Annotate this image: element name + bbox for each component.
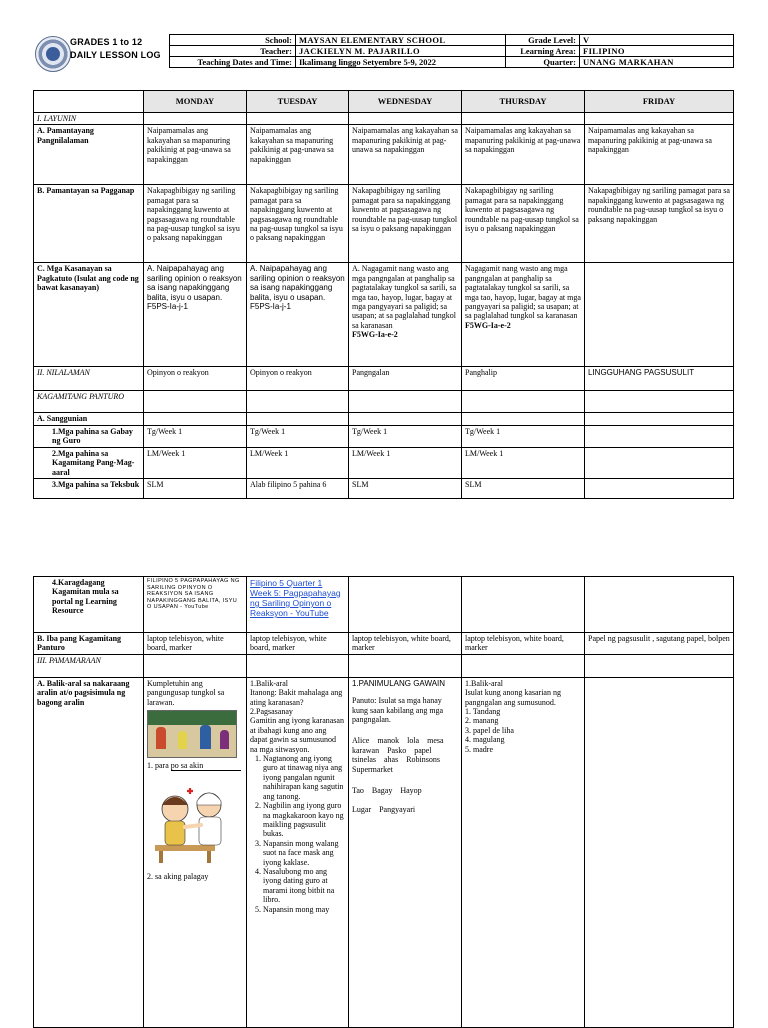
area-label: Learning Area: bbox=[506, 46, 580, 57]
tue-situation-list bbox=[250, 754, 345, 914]
tue-situation-2: 2. Nagbilin ang iyong guro na magkakaroon kayo ng maikling pagsusulit bukas. bbox=[263, 801, 345, 839]
cell-c-tue: A. Naipapahayag ang sariling opinion o reaksyon sa isang napakinggang balita, isyu o usapan. F5PS-Ia-j-1 bbox=[247, 263, 349, 367]
row-label-teksbuk: 3.Mga pahina sa Teksbuk bbox=[34, 479, 144, 499]
cell-gabay-mon: Tg/Week 1 bbox=[144, 425, 247, 447]
cell-iba-fri: Papel ng pagsusulit , sagutang papel, bolpen bbox=[585, 633, 734, 655]
thu-item-3: 3. papel de liha bbox=[465, 725, 514, 735]
cell-b-thu: Nakapagbibigay ng sariling pamagat para sa napakinggang kuwento at pagsasagawa ng roundtable na pag-uusap tungkol sa isyu o paksang napakinggan bbox=[462, 185, 585, 263]
cell-r4-thu bbox=[462, 577, 585, 633]
row-label-karagdagang-kagamitan: 4.Karagdagang Kagamitan mula sa portal ng Learning Resource bbox=[34, 577, 144, 633]
cell-iba-mon: laptop telebisyon, white board, marker bbox=[144, 633, 247, 655]
lesson-table-page2 bbox=[33, 576, 734, 1028]
cell-teksbuk-fri bbox=[585, 479, 734, 499]
dates-label: Teaching Dates and Time: bbox=[170, 57, 296, 68]
deped-seal-logo bbox=[35, 36, 71, 72]
thu-instruction: Isulat kung anong kasarian ng pangngalan ang sumusunod. bbox=[465, 688, 561, 707]
thu-heading: 1.Balik-aral bbox=[465, 678, 503, 688]
row-label-balik-aral: A. Balik-aral sa nakaraang aralin at/o pagsisimula ng bagong aralin bbox=[34, 677, 144, 1027]
cell-balik-aral-fri bbox=[585, 677, 734, 1027]
section-layunin: I. LAYUNIN bbox=[34, 113, 144, 125]
grade-value: V bbox=[580, 35, 734, 46]
quarter-label: Quarter: bbox=[506, 57, 580, 68]
row-label-iba-pang-kagamitan: B. Iba pang Kagamitang Panturo bbox=[34, 633, 144, 655]
school-label: School: bbox=[170, 35, 296, 46]
cell-r4-mon: FILIPINO 5 PAGPAPAHAYAG NG SARILING OPINYON O REAKSIYON SA ISANG NAPAKINGGANG BALITA, ISYU O USAPAN - YouTube bbox=[144, 577, 247, 633]
cell-balik-aral-mon bbox=[144, 677, 247, 1027]
cell-b-tue: Nakapagbibigay ng sariling pamagat para sa napakinggang kuwento at pagsasagawa ng roundtable na pag-uusap tungkol sa isyu o paksang napakinggan bbox=[247, 185, 349, 263]
cell-kagamitang-fri bbox=[585, 447, 734, 478]
cell-r4-fri bbox=[585, 577, 734, 633]
mon-item-1: 1. para po sa akin bbox=[147, 761, 204, 771]
teacher-value: JACKIELYN M. PAJARILLO bbox=[296, 46, 506, 57]
wed-instruction: Panuto: Isulat sa mga hanay kung saan kabilang ang mga pangngalan. bbox=[352, 696, 444, 725]
row-label-sanggunian: A. Sanggunian bbox=[34, 413, 144, 425]
dates-value: Ikalimang linggo Setyembre 5-9, 2022 bbox=[296, 57, 506, 68]
cell-gabay-thu: Tg/Week 1 bbox=[462, 425, 585, 447]
row-label-pamantayang-pangnilalaman: A. Pamantayang Pangnilalaman bbox=[34, 125, 144, 185]
cell-a-thu: Naipamamalas ang kakayahan sa mapanuring pakikinig at pag-unawa sa napakinggan bbox=[462, 125, 585, 185]
day-header-friday: FRIDAY bbox=[585, 91, 734, 113]
tue-situation-4: 4. Nasalubong mo ang iyong dating guro at marami itong bitbit na libro. bbox=[263, 867, 345, 905]
quarter-value: UNANG MARKAHAN bbox=[580, 57, 734, 68]
document-title bbox=[70, 36, 161, 62]
cell-teksbuk-mon: SLM bbox=[144, 479, 247, 499]
c-thu-text: Nagagamit nang wasto ang mga pangngalan at panghalip sa pagtatalakay tungkol sa sarili, sa mga tao, hayop, lugar, bagay at mga pangyayari sa paligid; sa usapan; at sa paglalahad tungkol sa karanasan bbox=[465, 264, 581, 321]
c-thu-code: F5WG-Ia-e-2 bbox=[465, 320, 511, 330]
wed-category-row2: Lugar Pangyayari bbox=[352, 805, 416, 815]
cell-kagamitang-mon: LM/Week 1 bbox=[144, 447, 247, 478]
section-pamamaraan: III. PAMAMARAAN bbox=[34, 654, 144, 677]
cell-nilalaman-fri: LINGGUHANG PAGSUSULIT bbox=[585, 367, 734, 391]
tue-situation-5: 5. Napansin mong may bbox=[263, 905, 345, 914]
wed-word-list: Alice manok lola mesa karawan Pasko papel tsinelas ahas Robinsons Supermarket bbox=[352, 736, 444, 774]
wed-heading: 1.PANIMULANG GAWAIN bbox=[352, 678, 446, 688]
cell-nilalaman-wed: Pangngalan bbox=[349, 367, 462, 391]
cell-b-fri: Nakapagbibigay ng sariling pamagat para sa napakinggang kuwento at pagsasagawa ng roundtable na pag-uusap tungkol sa isyu o paksang napakinggan bbox=[585, 185, 734, 263]
c-wed-code: F5WG-Ia-e-2 bbox=[352, 330, 398, 340]
section-kagamitang-panturo: KAGAMITANG PANTURO bbox=[34, 391, 144, 413]
lesson-table-page1 bbox=[33, 90, 734, 499]
cell-iba-wed: laptop telebisyon, white board, marker bbox=[349, 633, 462, 655]
cell-r4-wed bbox=[349, 577, 462, 633]
mon-instruction: Kumpletuhin ang pangungusap tungkol sa larawan. bbox=[147, 678, 225, 707]
cell-a-tue: Naipamamalas ang kakayahan sa mapanuring pakikinig at pag-unawa sa napakinggan bbox=[247, 125, 349, 185]
cell-c-wed bbox=[349, 263, 462, 367]
tue-intro: 1.Balik-aral Itanong: Bakit mahalaga ang ating karanasan? 2.Pagsasanay Gamitin ang iyong karanasan at ibahagi kung ano ang dapat gawin sa sumusunod na mga sitwasyon. bbox=[250, 678, 344, 754]
cell-teksbuk-wed: SLM bbox=[349, 479, 462, 499]
cell-nilalaman-thu: Panghalip bbox=[462, 367, 585, 391]
thu-item-2: 2. manang bbox=[465, 716, 499, 726]
grade-label: Grade Level: bbox=[506, 35, 580, 46]
thu-item-5: 5. madre bbox=[465, 744, 493, 754]
cell-balik-aral-tue bbox=[247, 677, 349, 1027]
nurse-and-child-illustration bbox=[147, 775, 239, 867]
cell-kagamitang-thu: LM/Week 1 bbox=[462, 447, 585, 478]
tue-situation-3: 3. Napansin mong walang suot na face mask ang iyong kaklase. bbox=[263, 839, 345, 867]
school-value: MAYSAN ELEMENTARY SCHOOL bbox=[296, 35, 506, 46]
c-wed-text: A. Nagagamit nang wasto ang mga pangngalan at panghalip sa pagtatalakay tungkol sa sarili, sa mga tao, hayop, lugar, bagay at mga pangyayari sa paligid; sa usapan; at sa paglalahad tungkol sa karanasan bbox=[352, 264, 457, 330]
cell-a-mon: Naipamamalas ang kakayahan sa mapanuring pakikinig at pag-unawa sa napakinggan bbox=[144, 125, 247, 185]
day-header-thursday: THURSDAY bbox=[462, 91, 585, 113]
cell-a-fri: Naipamamalas ang kakayahan sa mapanuring pakikinig at pag-unawa sa napakinggan bbox=[585, 125, 734, 185]
teacher-label: Teacher: bbox=[170, 46, 296, 57]
cell-b-mon: Nakapagbibigay ng sariling pamagat para sa napakinggang kuwento at pagsasagawa ng roundtable na pag-uusap tungkol sa isyu o paksang napakinggan bbox=[144, 185, 247, 263]
corner-cell bbox=[34, 91, 144, 113]
cell-balik-aral-thu bbox=[462, 677, 585, 1027]
title-line2: DAILY LESSON LOG bbox=[70, 50, 161, 60]
day-header-tuesday: TUESDAY bbox=[247, 91, 349, 113]
day-header-monday: MONDAY bbox=[144, 91, 247, 113]
wed-category-row1: Tao Bagay Hayop bbox=[352, 786, 422, 796]
cell-teksbuk-tue: Alab filipino 5 pahina 6 bbox=[247, 479, 349, 499]
row-label-gabay-ng-guro: 1.Mga pahina sa Gabay ng Guro bbox=[34, 425, 144, 447]
cell-gabay-wed: Tg/Week 1 bbox=[349, 425, 462, 447]
cell-iba-thu: laptop telebisyon, white board, marker bbox=[462, 633, 585, 655]
cell-gabay-fri bbox=[585, 425, 734, 447]
header-info-table bbox=[169, 34, 734, 68]
cell-kagamitang-wed: LM/Week 1 bbox=[349, 447, 462, 478]
thu-item-1: 1. Tandang bbox=[465, 707, 501, 717]
classroom-photo bbox=[147, 710, 237, 758]
mon-item-2: 2. sa aking palagay bbox=[147, 871, 209, 881]
tue-situation-1: 1. Nagtanong ang iyong guro at tinawag niya ang iyong pangalan ngunit nahihirapan kang sagutin ang tanong. bbox=[263, 754, 345, 801]
cell-c-mon: A. Naipapahayag ang sariling opinion o reaksyon sa isang napakinggang balita, isyu o usapan. F5PS-Ia-j-1 bbox=[144, 263, 247, 367]
cell-iba-tue: laptop telebisyon, white board, marker bbox=[247, 633, 349, 655]
cell-gabay-tue: Tg/Week 1 bbox=[247, 425, 349, 447]
cell-nilalaman-tue: Opinyon o reakyon bbox=[247, 367, 349, 391]
cell-kagamitang-tue: LM/Week 1 bbox=[247, 447, 349, 478]
cell-b-wed: Nakapagbibigay ng sariling pamagat para sa napakinggang kuwento at pagsasagawa ng roundtable na pag-uusap tungkol sa isyu o paksang napakinggan bbox=[349, 185, 462, 263]
thu-item-4: 4. magulang bbox=[465, 735, 505, 745]
cell-c-fri bbox=[585, 263, 734, 367]
area-value: FILIPINO bbox=[580, 46, 734, 57]
youtube-link-tuesday[interactable]: Filipino 5 Quarter 1 Week 5: Pagpapahayag ng Sariling Opinyon o Reaksyon - YouTube bbox=[247, 577, 349, 633]
row-label-pamantayan-sa-pagganap: B. Pamantayan sa Pagganap bbox=[34, 185, 144, 263]
day-header-wednesday: WEDNESDAY bbox=[349, 91, 462, 113]
section-nilalaman: II. NILALAMAN bbox=[34, 367, 144, 391]
cell-a-wed: Naipamamalas ang kakayahan sa mapanuring pakikinig at pag-unawa sa napakinggan bbox=[349, 125, 462, 185]
thu-word-list bbox=[465, 707, 581, 754]
cell-c-thu bbox=[462, 263, 585, 367]
cell-teksbuk-thu: SLM bbox=[462, 479, 585, 499]
cell-nilalaman-mon: Opinyon o reakyon bbox=[144, 367, 247, 391]
cell-balik-aral-wed bbox=[349, 677, 462, 1027]
row-label-kagamitang-pang-mag-aaral: 2.Mga pahina sa Kagamitang Pang-Mag-aaral bbox=[34, 447, 144, 478]
title-line1: GRADES 1 to 12 bbox=[70, 37, 143, 47]
row-label-kasanayan: C. Mga Kasanayan sa Pagkatuto (Isulat ang code ng bawat kasanayan) bbox=[34, 263, 144, 367]
